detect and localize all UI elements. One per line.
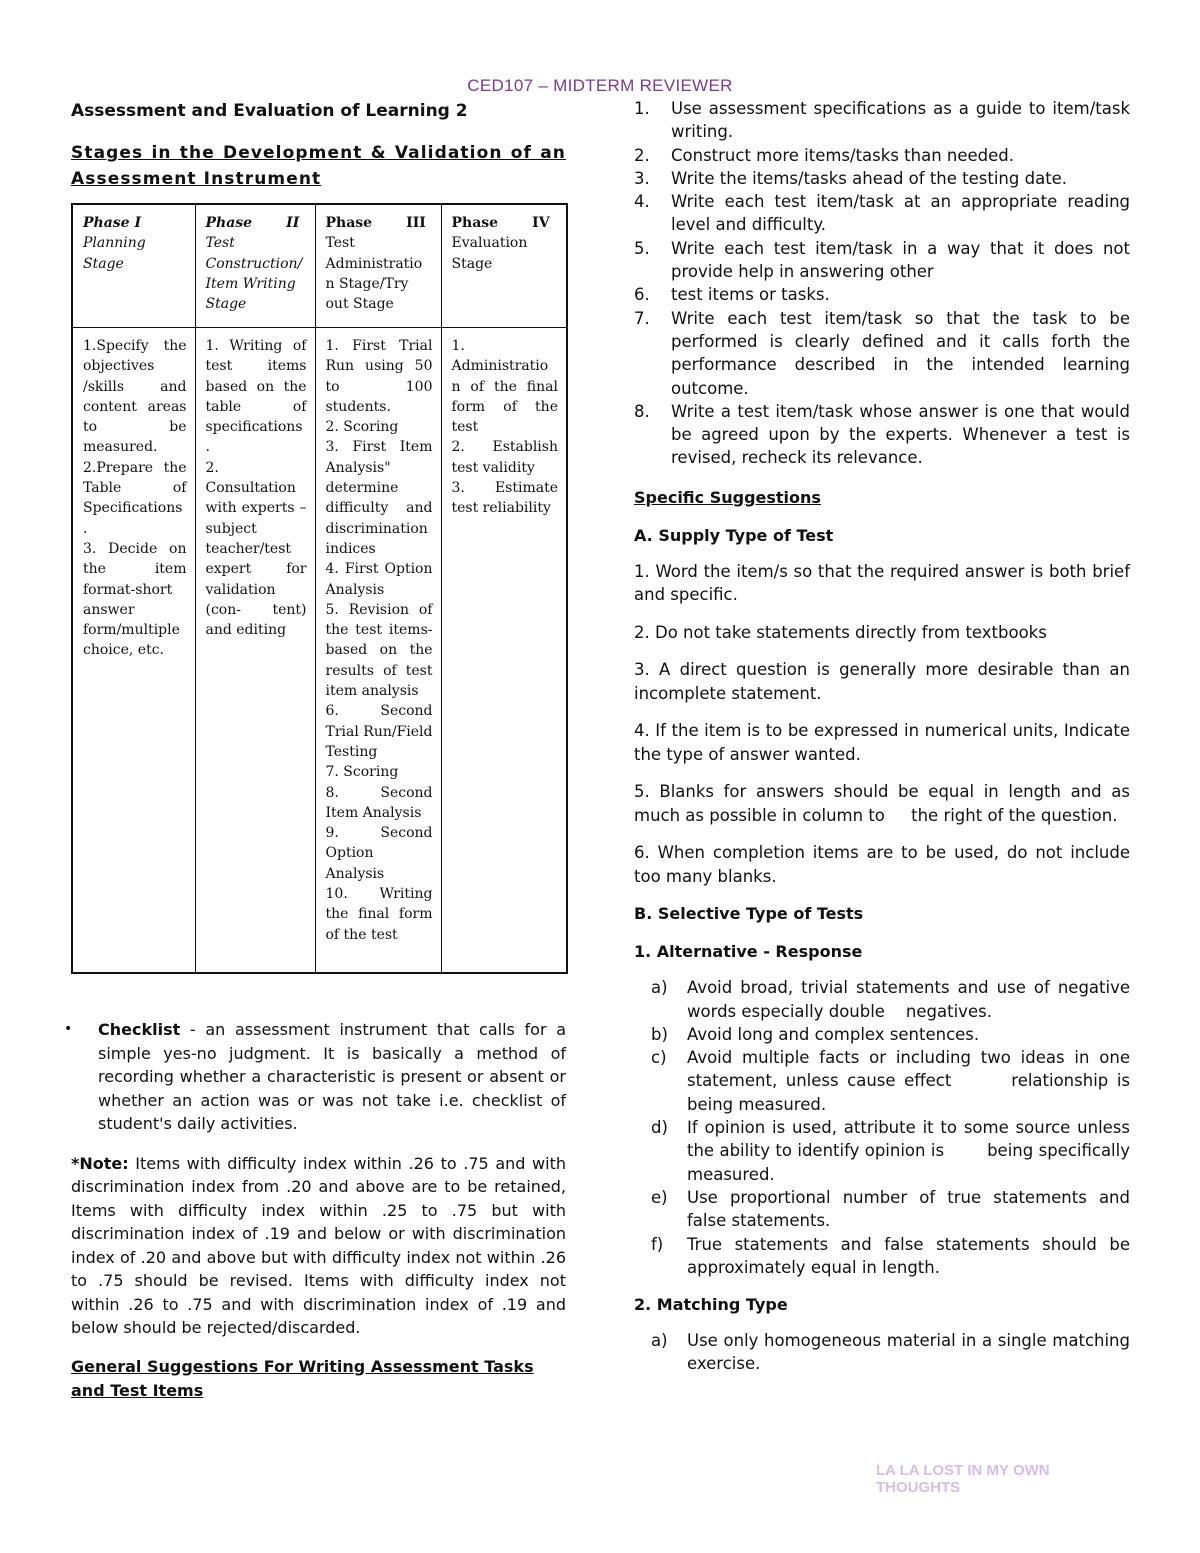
table-header-cell (315, 204, 441, 328)
table-cell (72, 328, 195, 974)
general-suggestions-title: General Suggestions For Writing Assessment Tasks and Test Items (71, 1356, 534, 1400)
supply-item: 2. Do not take statements directly from textbooks (634, 622, 1047, 642)
list-item: 4. Write each test item/task at an appropriate reading level and difficulty. (634, 192, 1130, 235)
matching-type-list (634, 1329, 1130, 1376)
supply-item: 3. A direct question is generally more desirable than an incomplete statement. (634, 660, 1130, 703)
phase-name: Planning Stage (83, 235, 146, 272)
page-footer: LA LA LOST IN MY OWN THOUGHTS (876, 1462, 1050, 1496)
general-suggestions-list (634, 97, 1130, 470)
cell-text: 1. Administratio n of the final form of the test 2. Establish test validity 3. Estimate test reliability (451, 338, 558, 517)
phase-label: Phase I (83, 215, 141, 231)
list-item: 2. Construct more items/tasks than needed. (634, 145, 1015, 165)
phase-name: Test Construction/ Item Writing Stage (205, 235, 303, 313)
alternative-response-title: 1. Alternative - Response (634, 942, 863, 962)
note-paragraph (71, 1152, 566, 1340)
phase-name: Test Administratio n Stage/Try out Stage (325, 235, 423, 313)
alternative-response-list (634, 976, 1136, 1279)
checklist-paragraph (64, 1018, 566, 1136)
bullet-icon: • (64, 1021, 73, 1037)
page-header: CED107 – MIDTERM REVIEWER (467, 76, 733, 95)
left-column (64, 100, 566, 1403)
phase-label: Phase II (205, 215, 300, 231)
supply-item: 1. Word the item/s so that the required answer is both brief and specific. (634, 561, 1130, 605)
checklist-definition: - an assessment instrument that calls for a simple yes-no judgment. It is basically a method of recording whether a characteristic is present or absent or whether an action was or was not take i.e. checklist of student's daily activities. (98, 1020, 566, 1133)
specific-suggestions-title: Specific Suggestions (634, 487, 821, 507)
cell-text: 1. First Trial Run using 50 to 100 students. 2. Scoring 3. First Item Analysis" determine difficulty and discrimination indices 4. First Option Analysis 5. Revision of the test items- based on the results of test item analysis 6. Second Trial Run/Field Testing 7. Scoring 8. Second Item Analysis 9. Second Option Analysis 10. Writing the final form of the test (325, 338, 433, 943)
note-label: *Note: (71, 1153, 129, 1173)
phase-label: Phase IV (451, 215, 550, 231)
phases-table (71, 203, 568, 974)
list-item: a) Avoid broad, trivial statements and use of negative words especially double negatives. (651, 978, 1136, 1021)
phase-name: Evaluation Stage (451, 235, 528, 272)
list-item: 1. Use assessment specifications as a guide to item/task writing. (634, 99, 1130, 142)
cell-text: 1. Writing of test items based on the table of specifications . 2. Consultation with experts – subject teacher/test expert for validation (con- tent) and editing (205, 338, 307, 639)
table-cell (315, 328, 441, 974)
checklist-term: Checklist (98, 1020, 181, 1039)
table-cell (195, 328, 315, 974)
document-title: Assessment and Evaluation of Learning 2 (71, 101, 468, 121)
table-header-row (72, 204, 567, 328)
matching-type-title: 2. Matching Type (634, 1295, 788, 1315)
list-item: 5. Write each test item/task in a way that it does not provide help in answering other (634, 238, 1130, 282)
table-header-cell (195, 204, 315, 328)
cell-text: 1.Specify the objectives /skills and content areas to be measured. 2.Prepare the Table of Specifications . 3. Decide on the item format-short answer form/multiple choice, etc. (83, 338, 187, 659)
selective-type-title: B. Selective Type of Tests (634, 904, 864, 924)
list-item: c) Avoid multiple facts or including two ideas in one statement, unless cause effect relationship is being measured. (651, 1048, 1136, 1114)
list-item: e) Use proportional number of true statements and false statements. (651, 1187, 1130, 1231)
list-item: d) If opinion is used, attribute it to some source unless the ability to identify opinion is being specifically measured. (651, 1118, 1136, 1184)
supply-item: 6. When completion items are to be used, do not include too many blanks. (634, 843, 1130, 886)
phase-label: Phase III (325, 215, 426, 231)
supply-item: 4. If the item is to be expressed in numerical units, Indicate the type of answer wanted. (634, 721, 1130, 764)
list-item: 7. Write each test item/task so that the task to be performed is clearly defined and it calls forth the performance described in the intended learning outcome. (634, 308, 1130, 398)
section-title-stages: Stages in the Development & Validation of an Assessment Instrument (71, 143, 566, 189)
table-header-cell (72, 204, 195, 328)
list-item: 8. Write a test item/task whose answer is one that would be agreed upon by the experts. Whenever a test is revised, recheck its relevance. (634, 401, 1130, 468)
list-item: f) True statements and false statements should be approximately equal in length. (651, 1234, 1130, 1277)
supply-item: 5. Blanks for answers should be equal in length and as much as possible in column to the right of the question. (634, 782, 1136, 825)
supply-type-title: A. Supply Type of Test (634, 525, 834, 545)
note-text: Items with difficulty index within .26 to .75 and with discrimination index from .20 and above are to be retained, Items with difficulty index within .25 to .75 but with discrimination index of .19 and below or with discrimination index of .20 and above but with difficulty index not within .26 to .75 should be revised. Items with difficulty index not within .26 to .75 and with discrimination index of .19 and below should be rejected/discarded. (71, 1153, 566, 1337)
table-row (72, 328, 567, 974)
list-item: 6. test items or tasks. (634, 285, 830, 305)
right-column (634, 97, 1136, 1376)
table-cell (441, 328, 567, 974)
list-item: b) Avoid long and complex sentences. (651, 1024, 980, 1044)
table-header-cell (441, 204, 567, 328)
list-item: 3. Write the items/tasks ahead of the testing date. (634, 168, 1068, 188)
list-item: a) Use only homogeneous material in a single matching exercise. (651, 1331, 1130, 1374)
